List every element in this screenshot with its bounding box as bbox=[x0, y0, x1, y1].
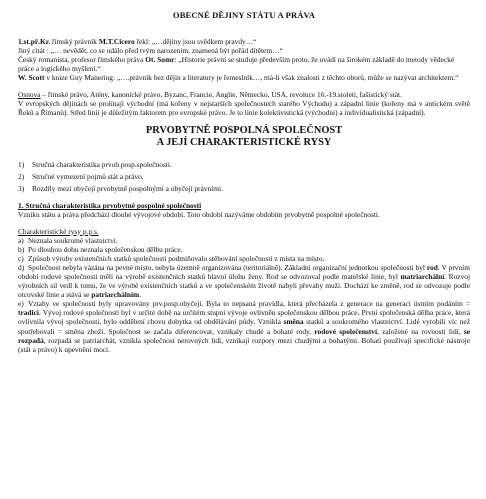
quote-author: W. Scott bbox=[18, 73, 45, 83]
toc-text: Stručná charakteristika prvob.posp.společnosti. bbox=[32, 160, 172, 170]
characteristics-list bbox=[18, 236, 470, 354]
toc-text: Stručné vymezení pojmů stát a právo. bbox=[32, 172, 144, 182]
toc-item bbox=[18, 160, 470, 169]
osnova-block bbox=[18, 90, 470, 117]
osnova-paragraph bbox=[18, 90, 470, 99]
somr-quote bbox=[18, 55, 470, 73]
characteristic-item: d) Společnost nebyla vázána na pevné místo, nebyla územně organizována (teritoriálně). Základní organizační jednotkou společnosti byl rod. V prvním období rodové společnosti měli na výrobě existenčních statků hlavní úlohu ženy. Rod se odvozoval podle mateřské linie, byl matriarchální. Rozvoj výrobních sil vedl k tomu, že ve výrobě existenčních statků a ve společenském životě nabyli převahy muži. Dochází ke změně, rod se odvozuje podle otcovské linie a stává se patriarchálním. bbox=[18, 262, 471, 300]
osnova-label: Osnova bbox=[18, 89, 41, 99]
toc-item bbox=[18, 172, 470, 181]
osnova-text: – římské právo, Atény, kanonické právo, Byzanc, Francie, Anglie, Německo, USA, revoluce 16.-19.století, fašistický stát. bbox=[40, 89, 402, 99]
cicero-quote bbox=[18, 37, 470, 46]
toc-text: Rozdíly mezi obyčeji prvobytně pospolnými a obyčejí právními. bbox=[32, 184, 223, 194]
quote-text: Český romanista, profesor římského práva bbox=[18, 55, 146, 65]
toc-number: 1) bbox=[18, 160, 25, 170]
section-title-line: PRVOBYTNĚ POSPOLNÁ SPOLEČNOST bbox=[145, 124, 343, 136]
characteristic-item: c) Způsob výroby existenčních statků společnosti podmiňovalo stěhování společnosti z místa na místo. bbox=[18, 253, 325, 263]
quote-text: řekl: „…dějiny jsou svědkem pravdy…“ bbox=[134, 37, 257, 47]
section-title-line: A JEJÍ CHARAKTERISTICKÉ RYSY bbox=[156, 137, 332, 149]
quote-text: : „Historie právní se studuje především proto, že uvádí na širokém základě do metody vědecké práce a logického myšlení.“ bbox=[18, 55, 455, 74]
second-quote: Jiný citát : „… nevědět, co se událo před tvým narozením, znamená být pořád dítětem…“ bbox=[18, 46, 283, 56]
characteristics-heading: Charakteristické rysy p.p.s. bbox=[18, 226, 99, 236]
toc-list bbox=[18, 160, 470, 193]
characteristic-item: b) Po dlouhou dobu neznala společenskou dělbu práce. bbox=[18, 244, 183, 254]
quote-date: 1.st.př.Kr. bbox=[18, 37, 51, 47]
subsection-heading: 1. Stručná charakteristika prvobytně pospolné společnosti bbox=[18, 201, 202, 211]
subsection-text: Vzniku státu a práva předchází dlouhé vývojové období. Toto období nazýváme obdobím prvobytně pospolné společnosti. bbox=[18, 210, 380, 220]
subsection-1 bbox=[18, 201, 470, 219]
document-title: OBECNÉ DĚJINY STÁTU A PRÁVA bbox=[172, 10, 316, 20]
osnova-lines-paragraph: V evropských dějinách se prolínají východní (má kořeny v nejstarších společnostech starého Východu) a západní linie (kořeny má v antickém světě Řeků a Římanů). Střed linií je důležitým faktorem pro evropské právo. Je to linie kolektivistická (východní) a individualistická (západní). bbox=[18, 98, 470, 117]
quote-author: M.T.Cicero bbox=[98, 37, 135, 47]
toc-number: 3) bbox=[18, 184, 25, 194]
toc-number: 2) bbox=[18, 172, 25, 182]
quotes-block bbox=[18, 37, 470, 82]
characteristics-block bbox=[18, 227, 470, 354]
section-title bbox=[18, 125, 470, 150]
toc-item bbox=[18, 184, 470, 193]
quote-author: Ot. Somr bbox=[145, 55, 175, 65]
characteristic-item: e) Vztahy ve společnosti byly upravovány prv.posp.obyčeji. Byla to nepsaná pravidla, která přecházela z generace na generaci ústním podáním = tradici. Vývoj rodové společnosti byl v určité době na určitém stupni vývoje ovlivněn společenskou dělbou práce. První společenská dělba práce, která ovlivnila vývoj společnosti, bylo oddělení chovu dobytka od obdělávání půdy. Vznikla směna statků a soukromého vlastnictví. Lidé vyrobili víc než spotřebovali = směna zboží. Společnost se začala diferencovat, vznikaly chudé a bohaté rody, rodové společenství, založené na rovnosti lidí, se rozpadá, rozpadá se patriarchát, vznikla společnost nerovných lidí, vznikají rozpory mezi chudými a bohatými. Bohatí používají specifické nástroje (stát a právo) k upevnění moci. bbox=[18, 299, 470, 354]
characteristic-item: a) Neznala soukromé vlastnictví. bbox=[18, 235, 118, 245]
quote-text: v knize Guy Manering: „….právník bez dějin a literatury je řemeslník…, má-li však znalosti z těchto oborů, může se nazývat architektem.“ bbox=[44, 73, 459, 83]
scott-quote bbox=[18, 73, 470, 82]
quote-text: římský právník bbox=[50, 37, 99, 47]
